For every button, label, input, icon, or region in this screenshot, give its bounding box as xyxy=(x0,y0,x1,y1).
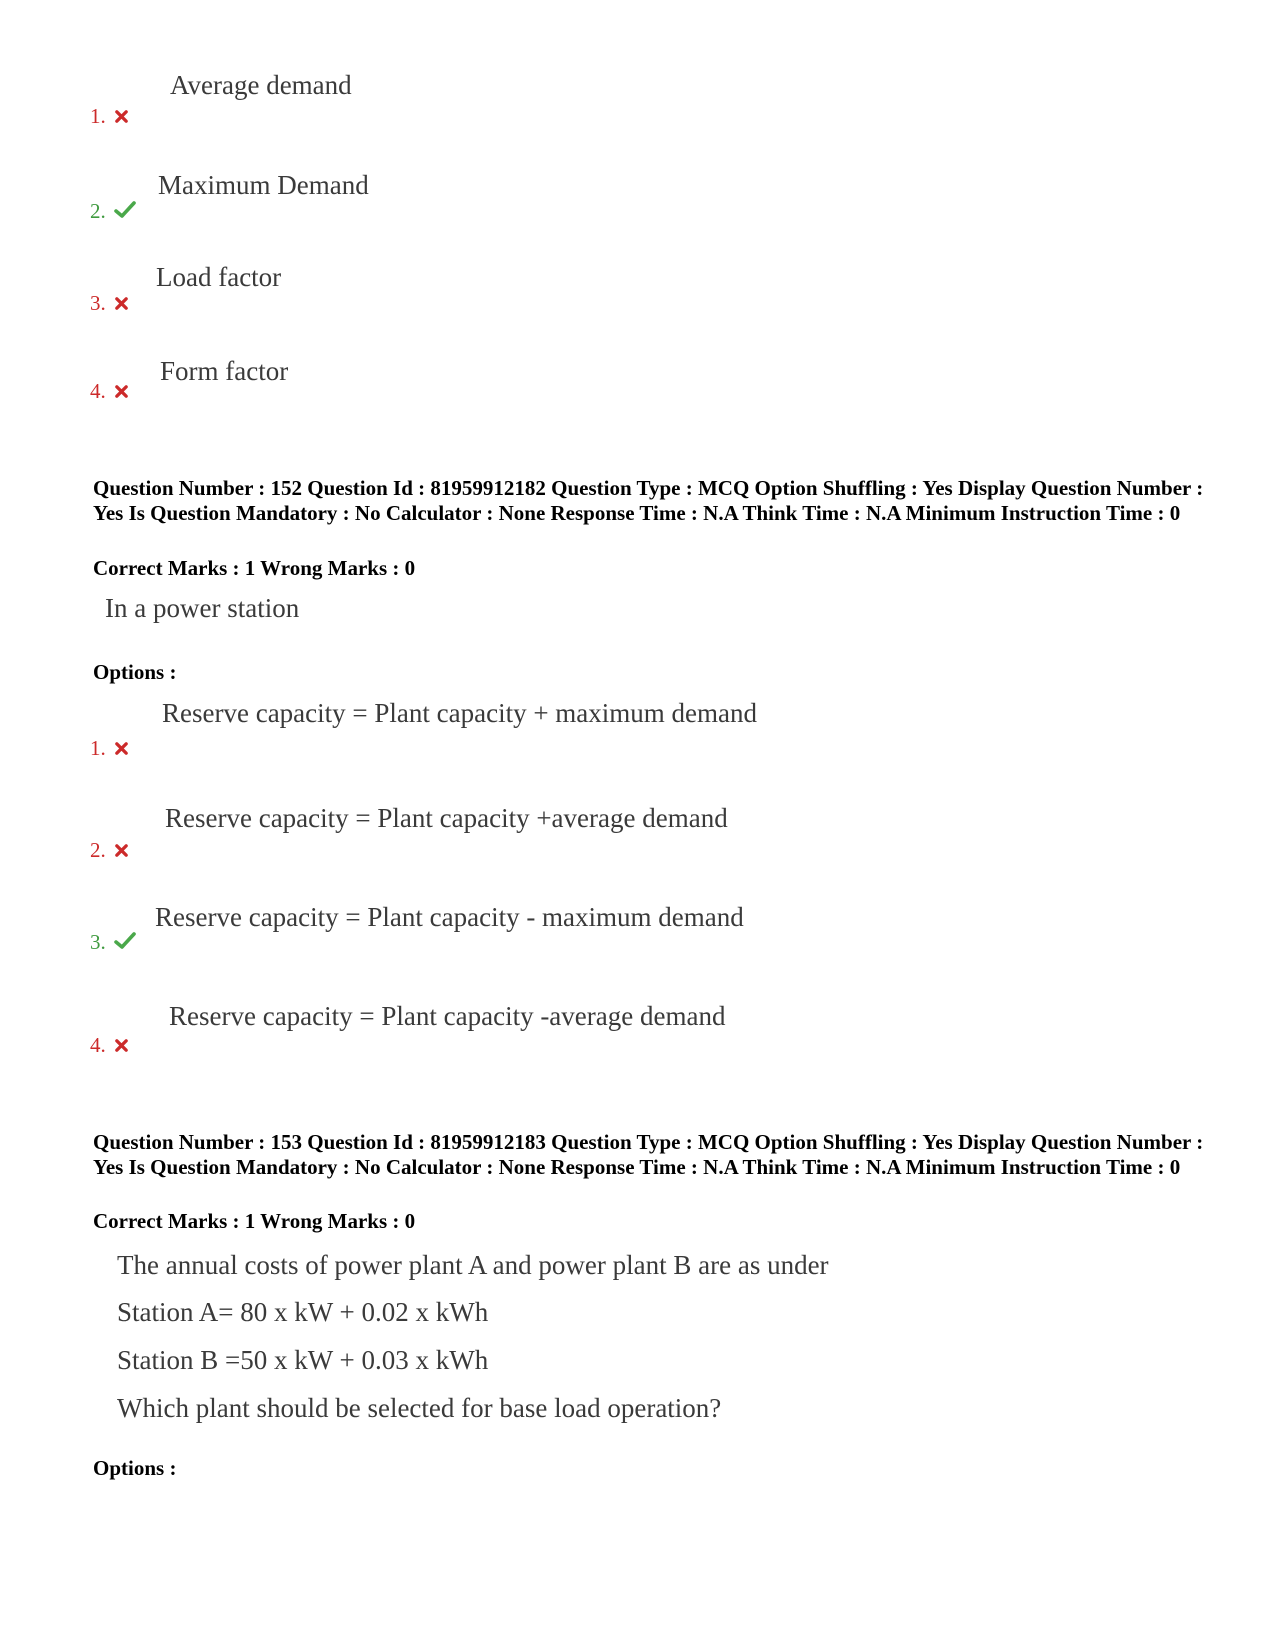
option-1-number: 1. xyxy=(90,736,129,761)
question-line: Station B =50 x kW + 0.03 x kWh xyxy=(117,1345,489,1375)
cross-icon xyxy=(114,296,129,311)
marks-line: Correct Marks : 1 Wrong Marks : 0 xyxy=(93,556,416,580)
check-icon xyxy=(114,201,136,219)
option-3-number: 3. xyxy=(90,291,129,316)
option-2-text: Maximum Demand xyxy=(158,170,369,200)
option-1-text: Average demand xyxy=(170,70,352,100)
cross-icon xyxy=(114,741,129,756)
options-label: Options : xyxy=(93,660,177,684)
cross-icon xyxy=(114,384,129,399)
question-line: Which plant should be selected for base load operation? xyxy=(117,1393,722,1423)
cross-icon xyxy=(114,1038,129,1053)
option-3-number: 3. xyxy=(90,930,136,955)
option-2-text: Reserve capacity = Plant capacity +average demand xyxy=(165,803,728,833)
cross-icon xyxy=(114,843,129,858)
option-4-text: Form factor xyxy=(160,356,289,386)
option-4-number: 4. xyxy=(90,1033,129,1058)
option-2-number: 2. xyxy=(90,199,136,224)
options-label: Options : xyxy=(93,1456,177,1480)
option-3-text: Load factor xyxy=(156,262,282,292)
check-icon xyxy=(114,932,136,950)
question-text: In a power station xyxy=(105,593,300,623)
option-4-text: Reserve capacity = Plant capacity -average demand xyxy=(169,1001,726,1031)
cross-icon xyxy=(114,109,129,124)
question-meta: Question Number : 152 Question Id : 81959912182 Question Type : MCQ Option Shuffling : Yes Display Question Number : Yes Is Question Mandatory : No Calculator : None Response Time : N.A Think Time : N.A Minimum Instruction Time : 0 xyxy=(93,476,1204,525)
marks-line: Correct Marks : 1 Wrong Marks : 0 xyxy=(93,1209,416,1233)
option-1-number: 1. xyxy=(90,104,129,129)
question-line: Station A= 80 x kW + 0.02 x kWh xyxy=(117,1297,489,1327)
option-4-number: 4. xyxy=(90,379,129,404)
question-line: The annual costs of power plant A and power plant B are as under xyxy=(117,1250,829,1280)
question-meta: Question Number : 153 Question Id : 81959912183 Question Type : MCQ Option Shuffling : Yes Display Question Number : Yes Is Question Mandatory : No Calculator : None Response Time : N.A Think Time : N.A Minimum Instruction Time : 0 xyxy=(93,1130,1204,1179)
option-1-text: Reserve capacity = Plant capacity + maximum demand xyxy=(162,698,758,728)
option-3-text: Reserve capacity = Plant capacity - maximum demand xyxy=(155,902,744,932)
option-2-number: 2. xyxy=(90,838,129,863)
